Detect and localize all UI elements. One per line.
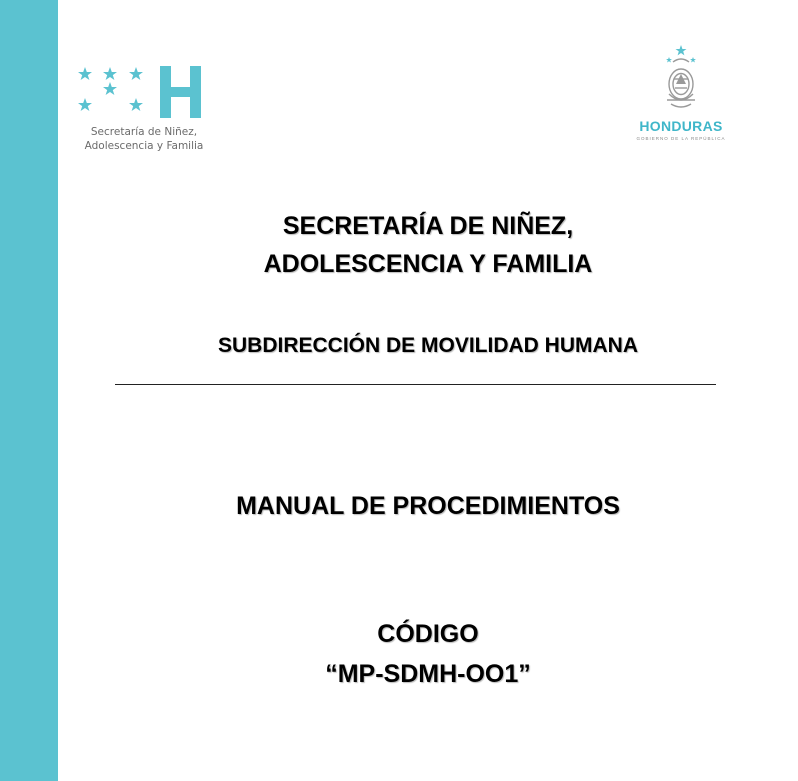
code-value: “MP-SDMH-OO1” (325, 660, 531, 688)
secretaria-logo (74, 62, 214, 157)
honduras-logo (628, 44, 734, 144)
organization-title-line1: SECRETARÍA DE NIÑEZ, (282, 212, 574, 240)
accent-side-bar (0, 0, 58, 781)
secretaria-h-stars-logo-icon (74, 62, 214, 122)
subdirection-title: SUBDIRECCIÓN DE MOVILIDAD HUMANA (218, 334, 638, 357)
honduras-coat-of-arms-icon (657, 44, 705, 116)
document-code (58, 614, 798, 694)
organization-title (58, 207, 798, 283)
title-divider (115, 384, 716, 385)
secretaria-logo-line1: Secretaría de Niñez, (90, 126, 198, 138)
organization-title-line2: ADOLESCENCIA Y FAMILIA (263, 250, 593, 278)
honduras-logo-subtitle: GOBIERNO DE LA REPÚBLICA (636, 136, 726, 141)
code-label: CÓDIGO (377, 620, 479, 648)
secretaria-logo-text (74, 125, 214, 153)
document-title: MANUAL DE PROCEDIMIENTOS (236, 492, 620, 520)
secretaria-logo-line2: Adolescencia y Familia (84, 140, 204, 152)
honduras-logo-name: HONDURAS (639, 118, 723, 134)
